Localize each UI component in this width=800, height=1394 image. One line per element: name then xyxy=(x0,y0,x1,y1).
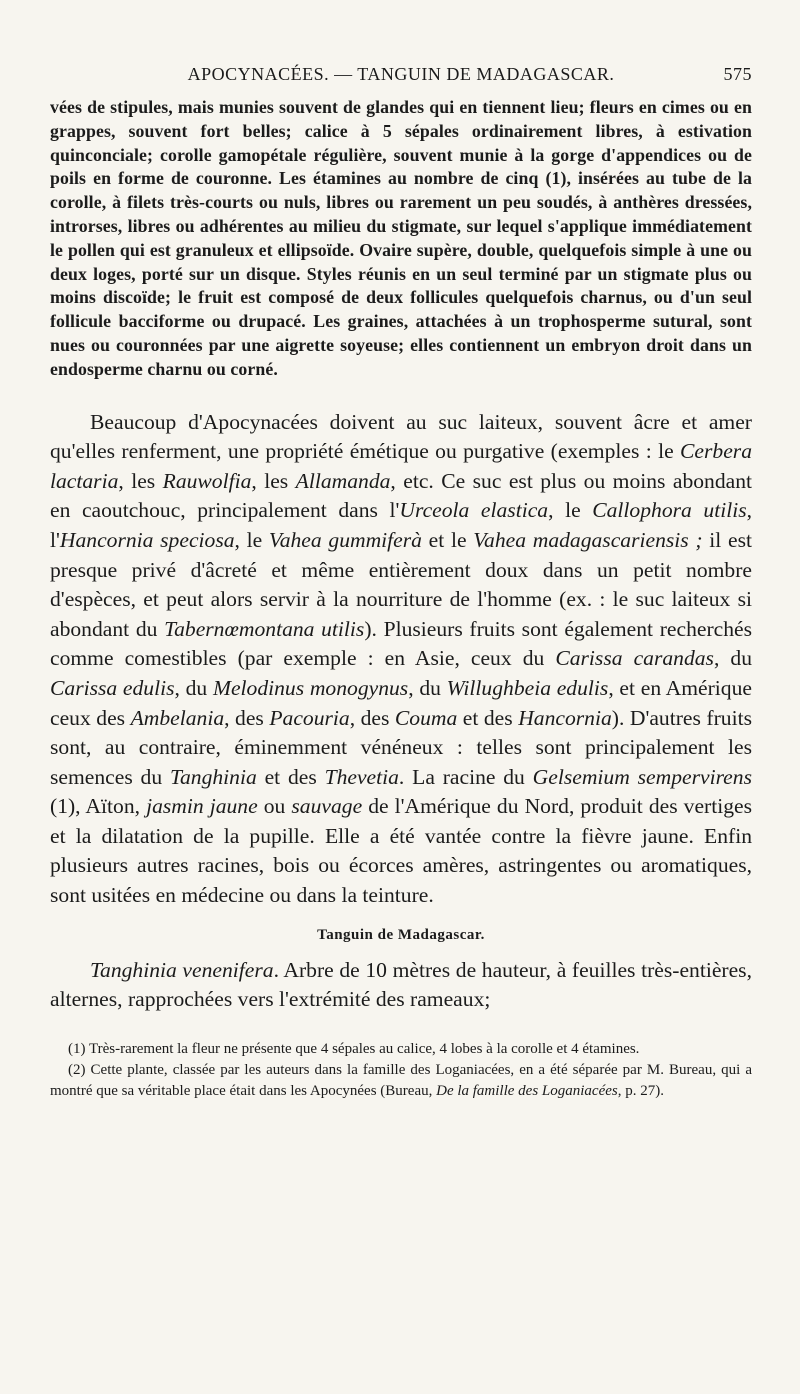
page-number: 575 xyxy=(723,64,752,84)
page-header xyxy=(50,56,752,90)
footnote-1: (1) Très-rarement la fleur ne présente que 4 sépales au calice, 4 lobes à la corolle et 4 étamines. xyxy=(68,1040,640,1057)
section-heading: Tanguin de Madagascar. xyxy=(317,926,485,943)
footnotes xyxy=(50,1039,752,1102)
paragraph-tanghinia: Tanghinia venenifera. Arbre de 10 mètres de hauteur, à feuilles très-entières, alternes, rapprochées vers l'extrémité des rameaux; xyxy=(50,957,752,1012)
running-title: APOCYNACÉES. — TANGUIN DE MADAGASCAR. xyxy=(187,64,615,84)
paragraph-botanical-description: vées de stipules, mais munies souvent de glandes qui en tiennent lieu; fleurs en cimes ou en grappes, souvent fort belles; calice à 5 sépales ordinairement libres, à estivation quinconciale; corolle gamopétale régulière, souvent munie à la gorge d'appendices ou de poils en forme de couronne. Les étamines au nombre de cinq (1), insérées au tube de la corolle, à filets très-courts ou nuls, libres ou rarement un peu soudés, à anthères dressées, introrses, libres ou adhérentes au milieu du stigmate, sur lequel s'applique immédiatement le pollen qui est granuleux et ellipsoïde. Ovaire supère, double, quelquefois simple à une ou deux loges, porté sur un disque. Styles réunis en un seul terminé par un stigmate plus ou moins discoïde; le fruit est composé de deux follicules quelquefois charnus, ou d'un seul follicule bacciforme ou drupacé. Les graines, attachées à un trophosperme sutural, sont nues ou couronnées par une aigrette soyeuse; elles contiennent un embryon droit dans un endosperme charnu ou corné. xyxy=(50,97,752,379)
footnote-2: (2) Cette plante, classée par les auteurs dans la famille des Loganiacées, en a été séparée par M. Bureau, qui a montré que sa véritable place était dans les Apocynées (Bureau, De la famille des Loganiacées, p. 27). xyxy=(50,1061,752,1099)
paragraph-properties: Beaucoup d'Apocynacées doivent au suc laiteux, souvent âcre et amer qu'elles renferment, une propriété émétique ou purgative (exemples : le Cerbera lactaria, les Rauwolfia, les Allamanda, etc. Ce suc est plus ou moins abondant en caoutchouc, principalement dans l'Urceola elastica, le Callophora utilis, l'Hancornia speciosa, le Vahea gummiferà et le Vahea madagascariensis ; il est presque privé d'âcreté et même entièrement doux dans un petit nombre d'espèces, et peut alors servir à la nourriture de l'homme (ex. : le suc laiteux si abondant du Tabernœmontana utilis). Plusieurs fruits sont également recherchés comme comestibles (par exemple : en Asie, ceux du Carissa carandas, du Carissa edulis, du Melodinus monogynus, du Willughbeia edulis, et en Amérique ceux des Ambelania, des Pacouria, des Couma et des Hancornia). D'autres fruits sont, au contraire, éminemment vénéneux : telles sont principalement les semences du Tanghinia et des Thevetia. La racine du Gelsemium sempervirens (1), Aïton, jasmin jaune ou sauvage de l'Amérique du Nord, produit des vertiges et la dilatation de la pupille. Elle a été vantée contre la fièvre jaune. Enfin plusieurs autres racines, bois ou écorces amères, astringentes ou aromatiques, sont usitées en médecine ou dans la teinture. xyxy=(50,409,753,908)
